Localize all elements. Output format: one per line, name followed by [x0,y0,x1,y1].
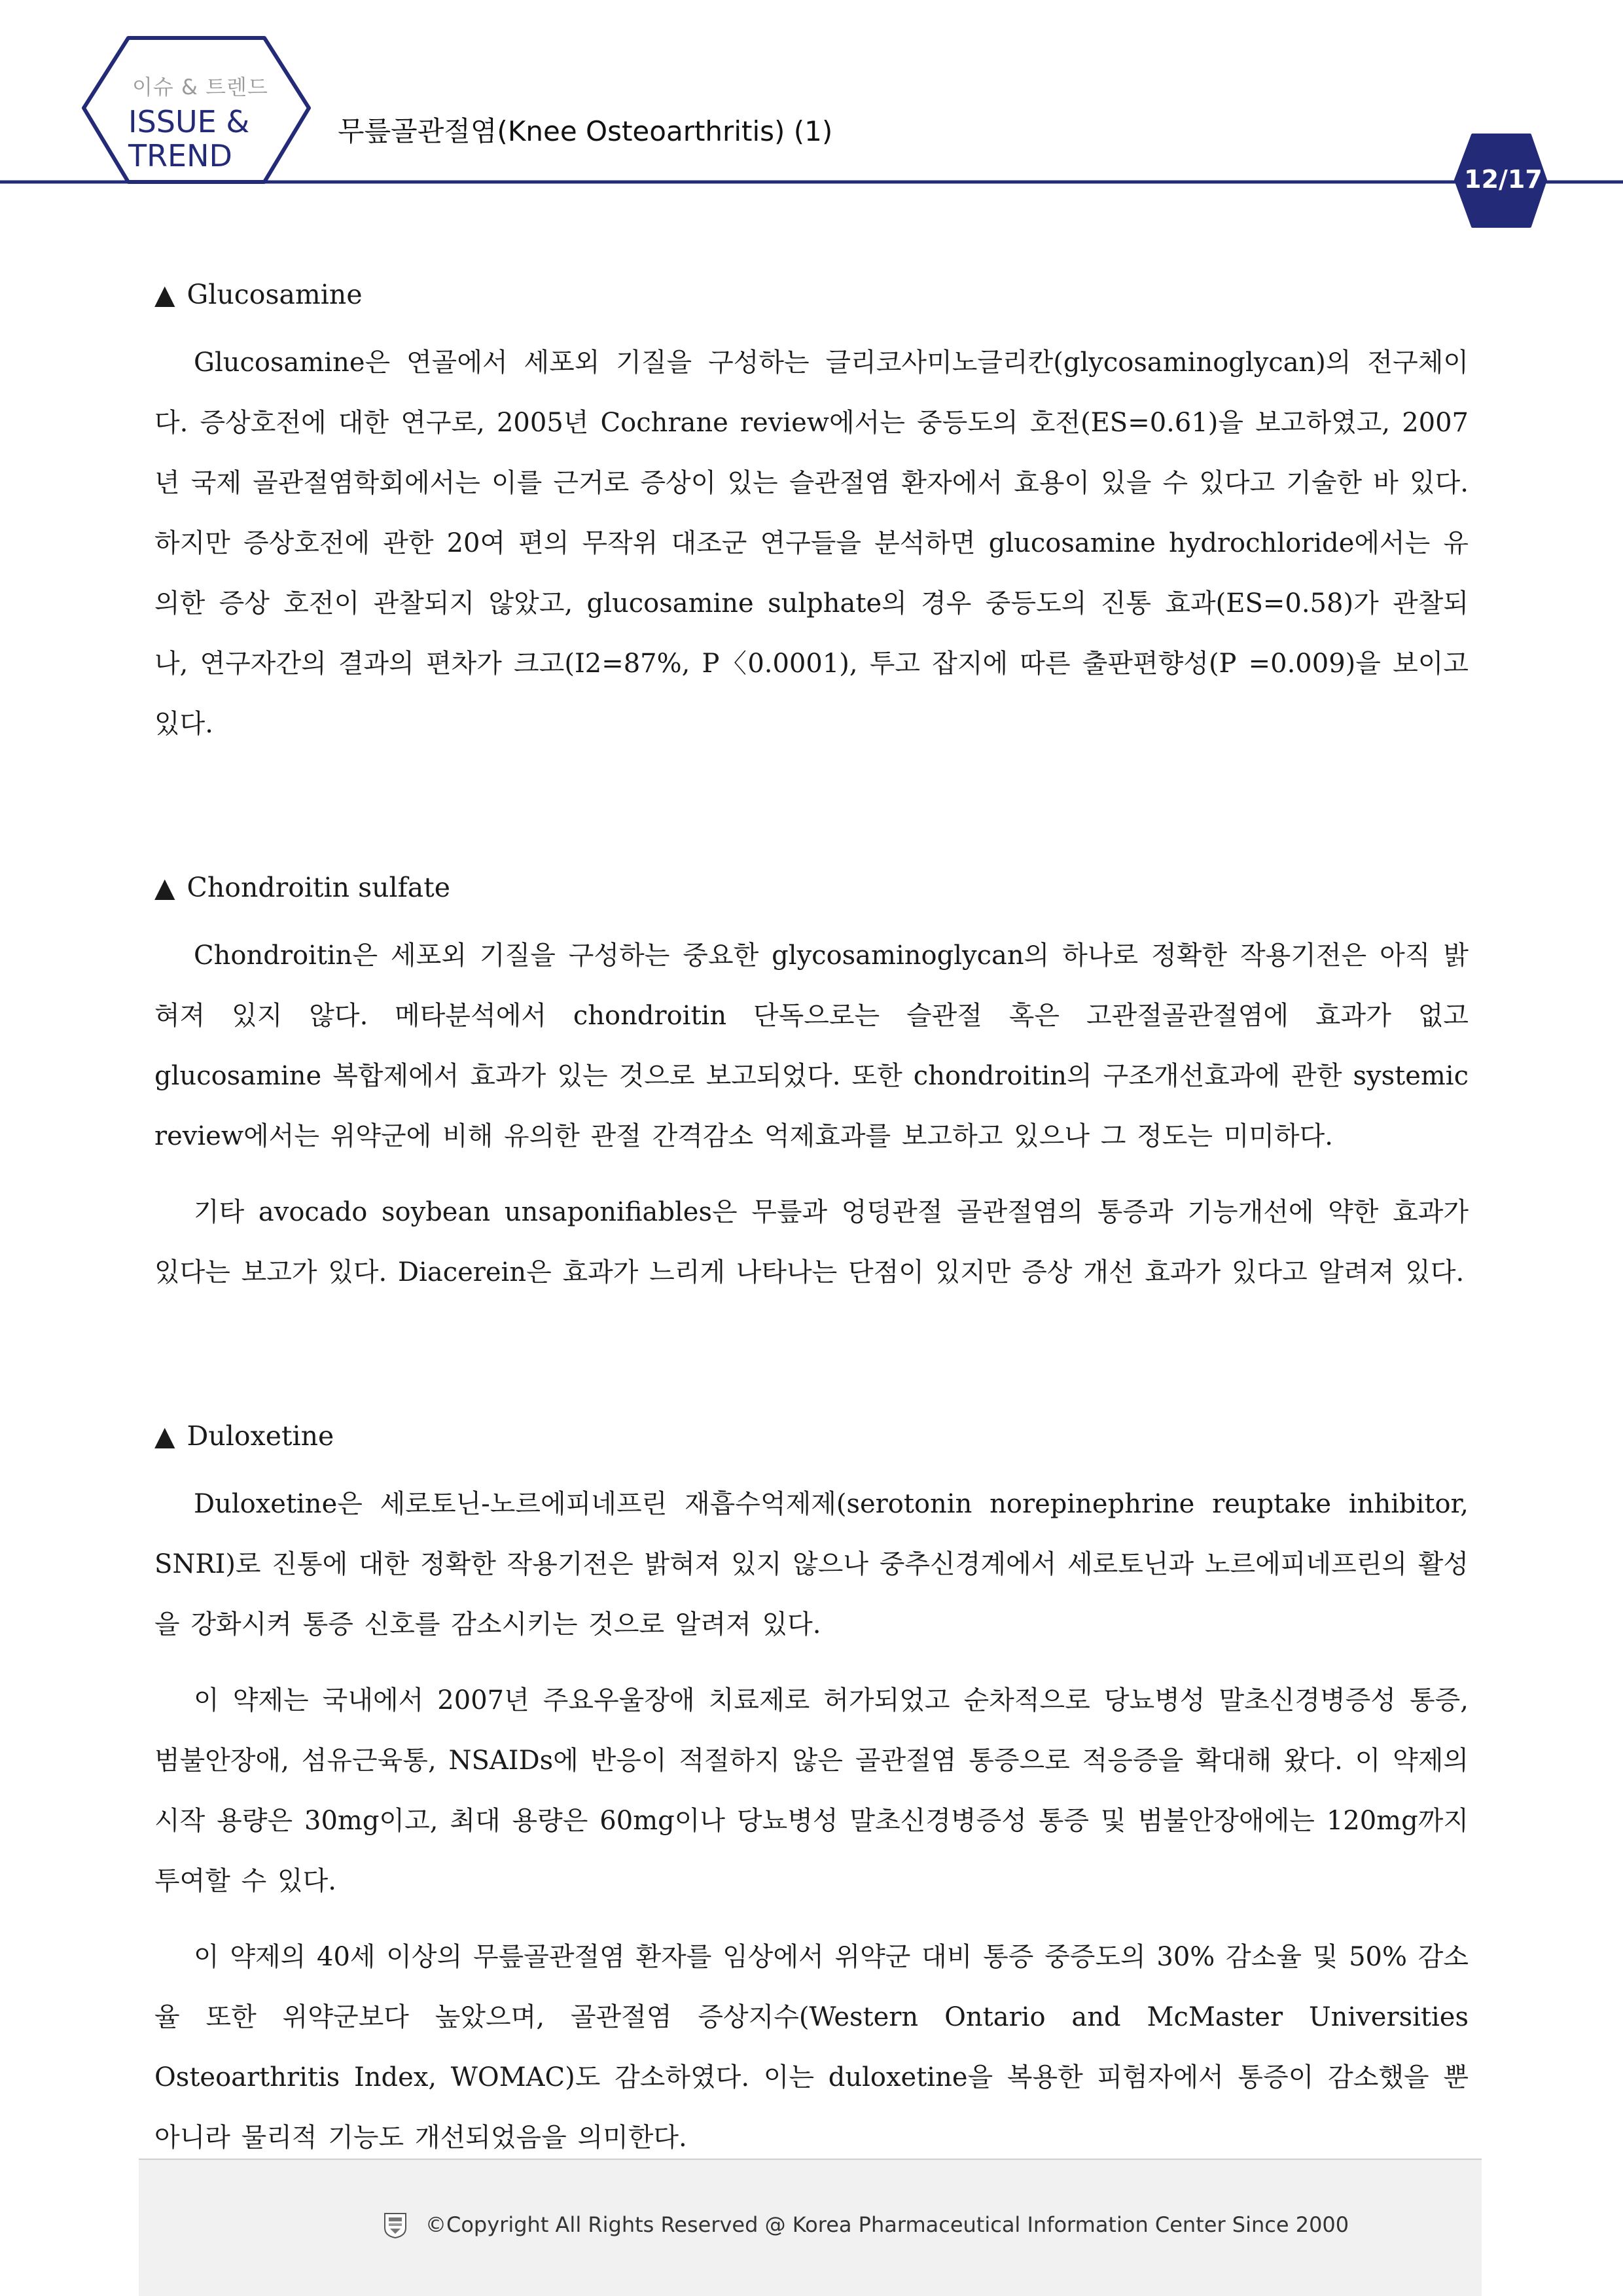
section-spacer [154,770,1469,868]
paragraph: Duloxetine은 세로토닌-노르에피네프린 재흡수억제제(serotonin norepinephrine reuptake inhibitor, SNRI)로 진통에 대한 정확한 작용기전은 밝혀져 있지 않으나 중추신경계에서 세로토닌과 노르에피네프린의 활성을 강화시켜 통증 신호를 감소시키는 것으로 알려져 있다. [154,1489,1469,1640]
section-heading [154,1416,1469,1456]
kpic-logo-icon [383,2212,407,2238]
paragraph: Glucosamine은 연골에서 세포외 기질을 구성하는 글리코사미노글리칸(glycosaminoglycan)의 전구체이다. 증상호전에 대한 연구로, 2005년 Cochrane review에서는 중등도의 호전(ES=0.61)을 보고하였고, 2007년 국제 골관절염학회에서는 이를 근거로 증상이 있는 슬관절염 환자에서 효용이 있을 수 있다고 기술한 바 있다. 하지만 증상호전에 관한 20여 편의 무작위 대조군 연구들을 분석하면 glucosamine hydrochloride에서는 유의한 증상 호전이 관찰되지 않았고, glucosamine sulphate의 경우 중등도의 진통 효과(ES=0.58)가 관찰되나, 연구자간의 결과의 편차가 크고(I2=87%, P〈0.0001), 투고 잡지에 따른 출판편향성(P =0.009)을 보이고 있다. [154,348,1469,739]
footer-rule [139,2159,1482,2160]
badge-title-line2: TREND [128,138,232,173]
badge-title-line1: ISSUE & [128,104,250,139]
section-chondroitin [154,868,1469,1302]
paragraph: 기타 avocado soybean unsaponifiables은 무릎과 엉덩관절 골관절염의 통증과 기능개선에 약한 효과가 있다는 보고가 있다. Diacerein은 효과가 느리게 나타나는 단점이 있지만 증상 개선 효과가 있다고 알려져 있다. [154,1197,1469,1287]
section-spacer [154,1318,1469,1416]
section-glucosamine [154,275,1469,754]
article-body [154,275,1469,2183]
section-heading [154,275,1469,314]
page-number: 12/17 [1464,165,1543,194]
paragraph: Chondroitin은 세포외 기질을 구성하는 중요한 glycosaminoglycan의 하나로 정확한 작용기전은 아직 밝혀져 있지 않다. 메타분석에서 chondroitin 단독으로는 슬관절 혹은 고관절골관절염에 효과가 없고 glucosamine 복합제에서 효과가 있는 것으로 보고되었다. 또한 chondroitin의 구조개선효과에 관한 systemic review에서는 위약군에 비해 유의한 관절 간격감소 억제효과를 보고하고 있으나 그 정도는 미미하다. [154,941,1469,1151]
footer-copyright: ©Copyright All Rights Reserved @ Korea Pharmaceutical Information Center Since 2000 [425,2212,1349,2237]
triangle-marker-icon: ▲ [154,872,175,903]
badge-title [128,105,285,173]
section-heading-text: Duloxetine [187,1420,334,1452]
paragraph: 이 약제는 국내에서 2007년 주요우울장애 치료제로 허가되었고 순차적으로 당뇨병성 말초신경병증성 통증, 범불안장애, 섬유근육통, NSAIDs에 반응이 적절하지 않은 골관절염 통증으로 적응증을 확대해 왔다. 이 약제의 시작 용량은 30mg이고, 최대 용량은 60mg이나 당뇨병성 말초신경병증성 통증 및 범불안장애에는 120mg까지 투여할 수 있다. [154,1685,1469,1896]
triangle-marker-icon: ▲ [154,1420,175,1452]
triangle-marker-icon: ▲ [154,279,175,310]
section-duloxetine [154,1416,1469,2168]
section-heading [154,868,1469,907]
section-heading-text: Glucosamine [187,279,363,310]
section-heading-text: Chondroitin sulfate [187,872,450,903]
badge-subtitle: 이슈 & 트렌드 [132,75,268,99]
paragraph: 이 약제의 40세 이상의 무릎골관절염 환자를 임상에서 위약군 대비 통증 중증도의 30% 감소율 및 50% 감소율 또한 위약군보다 높았으며, 골관절염 증상지수(Western Ontario and McMaster Universities Osteoarthritis Index, WOMAC)도 감소하였다. 이는 duloxetine을 복용한 피험자에서 통증이 감소했을 뿐 아니라 물리적 기능도 개선되었음을 의미한다. [154,1942,1469,2153]
document-title: 무릎골관절염(Knee Osteoarthritis) (1) [338,115,833,147]
